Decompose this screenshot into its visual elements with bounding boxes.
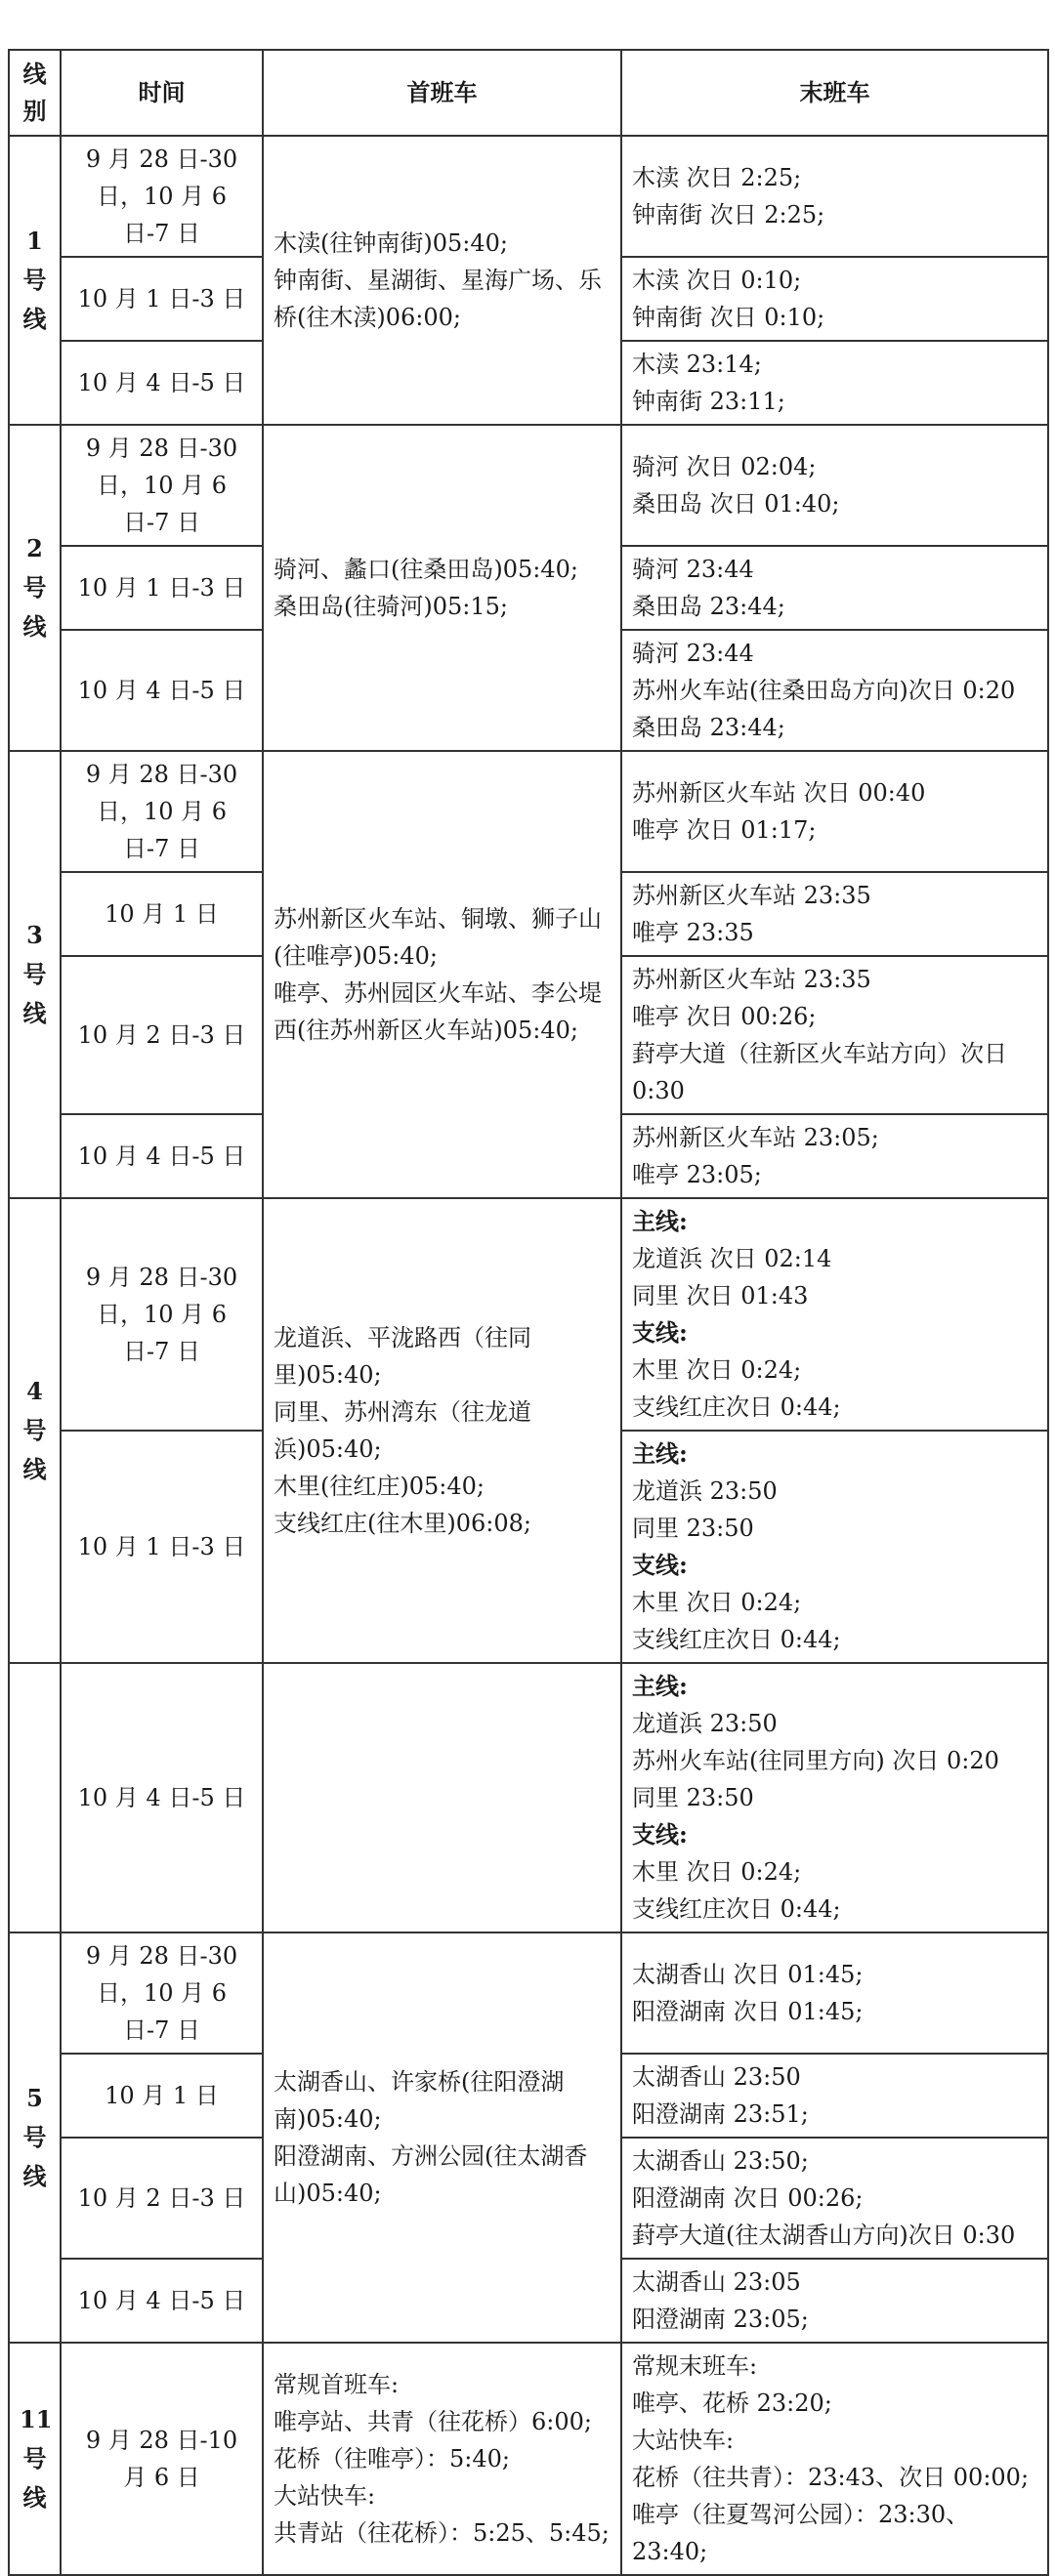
last-train-cell (621, 872, 1048, 956)
period-cell (61, 1114, 263, 1198)
period-text: 10 月 4 日-5 日 (77, 1143, 246, 1170)
last-train-text: 龙道浜 23:50 (632, 1477, 778, 1505)
last-train-text: 骑河 23:44 (632, 556, 754, 583)
line-label-suffix2: 线 (22, 2483, 47, 2512)
period-text: 9 月 28 日-30 日，10 月 6 日-7 日 (85, 435, 238, 536)
last-train-text: 主线: (632, 1439, 688, 1468)
period-text: 9 月 28 日-30 日，10 月 6 日-7 日 (85, 761, 238, 862)
last-train-text: 木渎 次日 0:10; (632, 267, 802, 294)
last-train-text: 支线: (632, 1318, 688, 1347)
table-row (9, 136, 1048, 257)
line-label-suffix2: 线 (22, 1455, 47, 1483)
last-train-text: 葑亭大道(往太湖香山方向)次日 0:30 (632, 2222, 1016, 2249)
header-last-train: 末班车 (621, 50, 1048, 136)
first-train-text: 木渎(往钟南街)05:40; (274, 229, 508, 257)
first-train-text: 同里、苏州湾东（往龙道浜)05:40; (274, 1398, 531, 1463)
last-train-text: 木渎 次日 2:25; (632, 164, 802, 191)
last-train-text: 苏州火车站(往桑田岛方向)次日 0:20 (632, 677, 1016, 704)
last-train-cell (621, 1198, 1048, 1431)
last-train-cell (621, 341, 1048, 425)
line-label-suffix: 号 (22, 960, 47, 988)
period-text: 10 月 2 日-3 日 (77, 2184, 246, 2212)
line-label-suffix2: 线 (22, 305, 47, 333)
first-train-text: 木里(往红庄)05:40; (274, 1473, 485, 1500)
header-row (9, 50, 1048, 136)
last-train-text: 主线: (632, 1672, 688, 1700)
header-line-top: 线 (22, 60, 47, 88)
table-row (9, 1663, 1048, 1932)
line-label-id: 4 (26, 1377, 43, 1405)
last-train-cell (621, 2138, 1048, 2259)
period-text: 10 月 1 日-3 日 (77, 574, 246, 602)
period-cell (61, 1932, 263, 2054)
last-train-text: 支线红庄次日 0:44; (632, 1393, 841, 1421)
period-text: 10 月 1 日 (105, 900, 219, 928)
last-train-cell (621, 257, 1048, 341)
period-text: 10 月 1 日-3 日 (77, 1533, 246, 1560)
line-label-suffix: 号 (22, 266, 47, 294)
line-label-suffix: 号 (22, 2444, 47, 2472)
period-cell (61, 1198, 263, 1431)
period-cell (61, 425, 263, 546)
last-train-text: 唯亭 23:35 (632, 919, 754, 946)
line-label-suffix2: 线 (22, 612, 47, 641)
first-train-cell (263, 136, 621, 425)
last-train-cell (621, 1114, 1048, 1198)
first-train-text: 阳澄湖南、方洲公园(往太湖香山)05:40; (274, 2142, 588, 2207)
last-train-text: 唯亭 23:05; (632, 1161, 762, 1188)
last-train-text: 钟南街 次日 2:25; (632, 201, 825, 229)
period-cell (61, 2054, 263, 2138)
last-train-text: 苏州火车站(往同里方向) 次日 0:20 (632, 1747, 999, 1774)
period-text: 9 月 28 日-30 日，10 月 6 日-7 日 (85, 145, 238, 247)
last-train-text: 唯亭（往夏驾河公园）：23:30、23:40; (632, 2501, 970, 2565)
header-line-bottom: 别 (22, 97, 47, 125)
last-train-text: 唯亭、花桥 23:20; (632, 2389, 832, 2417)
last-train-text: 太湖香山 次日 01:45; (632, 1961, 864, 1988)
line-label-cell-empty (9, 1663, 61, 1932)
line-label-cell (9, 136, 61, 425)
last-train-text: 木里 次日 0:24; (632, 1858, 802, 1886)
first-train-text: 龙道浜、平泷路西（往同里)05:40; (274, 1324, 531, 1389)
first-train-text: 花桥（往唯亭）：5:40; (274, 2445, 510, 2472)
first-train-text: 苏州新区火车站、铜墩、狮子山(往唯亭)05:40; (274, 905, 602, 970)
line-label-cell (9, 1932, 61, 2343)
schedule-container (8, 49, 1047, 2576)
last-train-cell (621, 2259, 1048, 2343)
last-train-text: 支线红庄次日 0:44; (632, 1626, 841, 1653)
first-train-cell (263, 1198, 621, 1663)
table-row (9, 751, 1048, 872)
period-text: 9 月 28 日-30 日，10 月 6 日-7 日 (85, 1942, 238, 2044)
last-train-text: 龙道浜 次日 02:14 (632, 1245, 832, 1272)
period-text: 10 月 4 日-5 日 (77, 369, 246, 396)
first-train-cell-empty (263, 1663, 621, 1932)
last-train-text: 桑田岛 次日 01:40; (632, 490, 840, 518)
last-train-text: 支线: (632, 1820, 688, 1849)
first-train-text: 桑田岛(往骑河)05:15; (274, 593, 508, 620)
period-cell (61, 2343, 263, 2575)
last-train-text: 唯亭 次日 00:26; (632, 1003, 817, 1030)
last-train-cell (621, 425, 1048, 546)
last-train-text: 龙道浜 23:50 (632, 1710, 778, 1737)
last-train-text: 苏州新区火车站 23:05; (632, 1124, 879, 1151)
last-train-text: 同里 23:50 (632, 1784, 754, 1811)
last-train-text: 桑田岛 23:44; (632, 714, 785, 741)
last-train-text: 花桥（往共青）：23:43、次日 00:00; (632, 2464, 1030, 2491)
last-train-text: 葑亭大道（往新区火车站方向）次日 0:30 (632, 1040, 1007, 1104)
first-train-text: 钟南街、星湖街、星海广场、乐桥(往木渎)06:00; (274, 267, 602, 331)
last-train-text: 木里 次日 0:24; (632, 1589, 802, 1616)
last-train-cell (621, 956, 1048, 1114)
period-text: 10 月 1 日 (105, 2082, 219, 2109)
line-label-suffix: 号 (22, 2123, 47, 2151)
table-row (9, 2343, 1048, 2575)
last-train-text: 支线: (632, 1551, 688, 1579)
last-train-text: 大站快车: (632, 2427, 735, 2454)
line-label-id: 3 (26, 921, 43, 949)
last-train-text: 太湖香山 23:50; (632, 2147, 809, 2175)
last-train-text: 木里 次日 0:24; (632, 1356, 802, 1384)
period-cell (61, 956, 263, 1114)
last-train-text: 骑河 次日 02:04; (632, 453, 817, 480)
period-text: 10 月 4 日-5 日 (77, 677, 246, 704)
last-train-cell (621, 136, 1048, 257)
first-train-text: 常规首班车: (274, 2371, 400, 2398)
first-train-text: 支线红庄(往木里)06:08; (274, 1510, 531, 1537)
period-cell (61, 872, 263, 956)
first-train-text: 大站快车: (274, 2482, 376, 2510)
first-train-text: 唯亭站、共青（往花桥）6:00; (274, 2408, 592, 2435)
last-train-text: 同里 23:50 (632, 1515, 754, 1542)
last-train-text: 主线: (632, 1207, 688, 1235)
last-train-text: 木渎 23:14; (632, 351, 762, 378)
period-cell (61, 1663, 263, 1932)
last-train-cell (621, 1663, 1048, 1932)
line-label-id: 11 (20, 2405, 53, 2433)
last-train-text: 太湖香山 23:50 (632, 2063, 801, 2091)
period-cell (61, 136, 263, 257)
last-train-text: 苏州新区火车站 23:35 (632, 882, 871, 909)
period-cell (61, 630, 263, 751)
last-train-text: 同里 次日 01:43 (632, 1282, 809, 1309)
line-label-cell (9, 2343, 61, 2575)
line-label-id: 5 (26, 2084, 43, 2112)
line-label-suffix: 号 (22, 1416, 47, 1444)
line-label-suffix2: 线 (22, 999, 47, 1027)
last-train-text: 桑田岛 23:44; (632, 593, 785, 620)
line-label-cell (9, 751, 61, 1198)
header-first-train: 首班车 (263, 50, 621, 136)
period-text: 10 月 4 日-5 日 (77, 2287, 246, 2314)
table-row (9, 425, 1048, 546)
period-cell (61, 751, 263, 872)
last-train-text: 苏州新区火车站 次日 00:40 (632, 779, 926, 807)
line-label-cell (9, 425, 61, 751)
line-label-cell (9, 1198, 61, 1663)
period-text: 9 月 28 日-10 月 6 日 (85, 2427, 238, 2491)
last-train-text: 阳澄湖南 23:05; (632, 2306, 809, 2333)
line-label-id: 2 (26, 534, 43, 562)
period-text: 10 月 1 日-3 日 (77, 285, 246, 312)
last-train-text: 阳澄湖南 次日 01:45; (632, 1998, 864, 2025)
first-train-text: 骑河、蠡口(往桑田岛)05:40; (274, 556, 578, 583)
header-time: 时间 (61, 50, 263, 136)
period-cell (61, 257, 263, 341)
last-train-text: 常规末班车: (632, 2352, 758, 2380)
last-train-cell (621, 1932, 1048, 2054)
first-train-text: 唯亭、苏州园区火车站、李公堤西(往苏州新区火车站)05:40; (274, 979, 602, 1044)
line-label-suffix: 号 (22, 573, 47, 602)
period-cell (61, 1431, 263, 1663)
last-train-text: 阳澄湖南 次日 00:26; (632, 2184, 864, 2212)
period-text: 9 月 28 日-30 日，10 月 6 日-7 日 (85, 1264, 238, 1365)
last-train-text: 阳澄湖南 23:51; (632, 2100, 809, 2128)
last-train-cell (621, 751, 1048, 872)
last-train-cell (621, 630, 1048, 751)
first-train-cell (263, 1932, 621, 2343)
period-cell (61, 2138, 263, 2259)
last-train-cell (621, 2054, 1048, 2138)
line-label-id: 1 (26, 227, 43, 255)
period-text: 10 月 4 日-5 日 (77, 1784, 246, 1811)
last-train-text: 太湖香山 23:05 (632, 2268, 801, 2296)
first-train-cell (263, 2343, 621, 2575)
last-train-text: 苏州新区火车站 23:35 (632, 966, 871, 993)
last-train-text: 钟南街 23:11; (632, 388, 785, 415)
last-train-cell (621, 1431, 1048, 1663)
first-train-text: 共青站（往花桥）：5:25、5:45; (274, 2519, 610, 2547)
table-row (9, 1932, 1048, 2054)
schedule-table (8, 49, 1049, 2576)
period-cell (61, 341, 263, 425)
first-train-cell (263, 751, 621, 1198)
last-train-cell (621, 2343, 1048, 2575)
last-train-cell (621, 546, 1048, 630)
line-label-suffix2: 线 (22, 2162, 47, 2190)
header-line (9, 50, 61, 136)
first-train-text: 太湖香山、许家桥(往阳澄湖南)05:40; (274, 2068, 565, 2133)
table-row (9, 1198, 1048, 1431)
last-train-text: 支线红庄次日 0:44; (632, 1895, 841, 1923)
first-train-cell (263, 425, 621, 751)
period-cell (61, 546, 263, 630)
period-text: 10 月 2 日-3 日 (77, 1021, 246, 1049)
last-train-text: 钟南街 次日 0:10; (632, 304, 825, 331)
period-cell (61, 2259, 263, 2343)
last-train-text: 唯亭 次日 01:17; (632, 816, 817, 844)
last-train-text: 骑河 23:44 (632, 640, 754, 667)
